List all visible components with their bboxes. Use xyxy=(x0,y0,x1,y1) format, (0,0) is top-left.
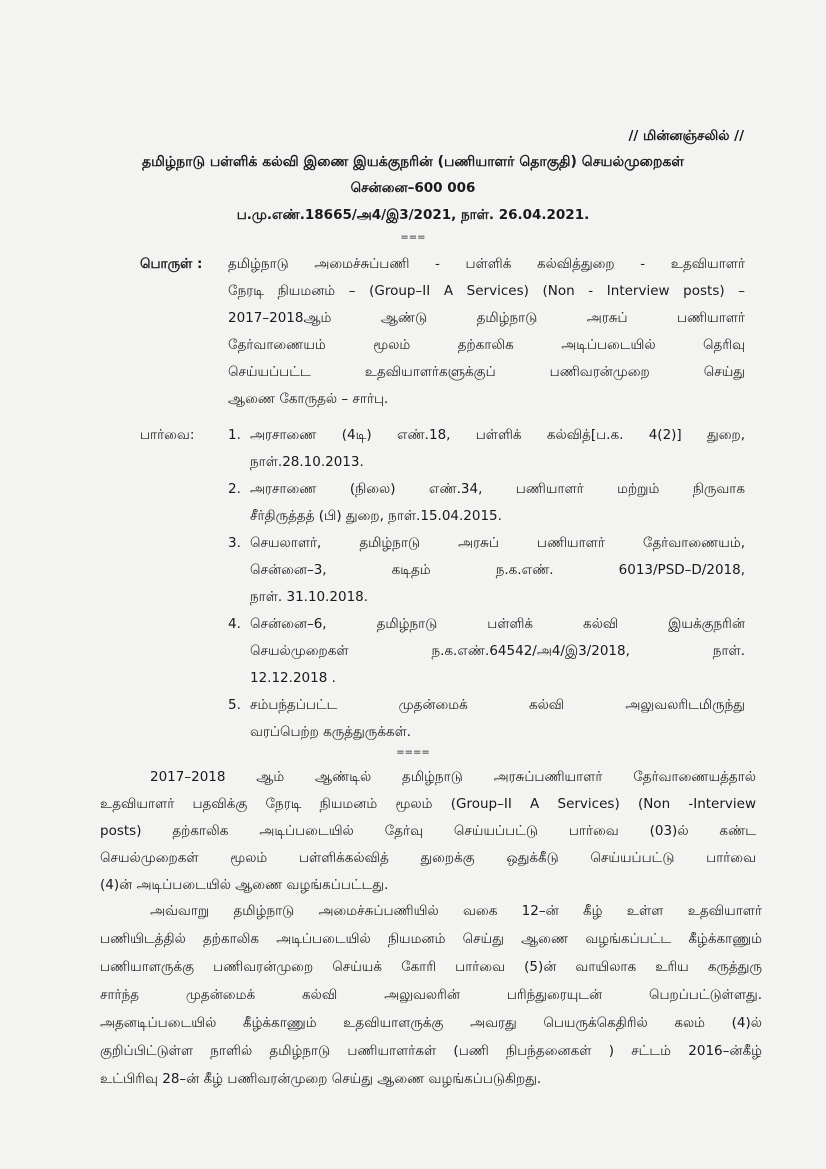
document-title: தமிழ்நாடு பள்ளிக் கல்வி இணை இயக்குநரின் (பணியாளர் தொகுதி) செயல்முறைகள் xyxy=(142,154,684,170)
text-line: குறிப்பிட்டுள்ள நாளில் தமிழ்நாடு பணியாளர்கள் (பணி நிபந்தனைகள் ) சட்டம் 2016–ன்கீழ் xyxy=(100,1043,762,1059)
subject-label: பொருள் : xyxy=(140,256,203,272)
text-line: 2017–2018ஆம் ஆண்டு தமிழ்நாடு அரசுப் பணியாளர் xyxy=(228,310,745,326)
document-city: சென்னை–600 006 xyxy=(350,180,476,196)
text-line: பணியாளருக்கு பணிவரன்முறை செய்யக் கோரி பார்வை (5)ன் வாயிலாக உரிய கருத்துரு xyxy=(100,959,762,975)
text-line: செய்யப்பட்ட உதவியாளர்களுக்குப் பணிவரன்முறை செய்து xyxy=(228,364,745,380)
reference-number-5: 5. xyxy=(228,697,241,713)
text-line: தேர்வாணையம் மூலம் தற்காலிக அடிப்படையில் தெரிவு xyxy=(228,337,745,353)
text-line: 2017–2018 ஆம் ஆண்டில் தமிழ்நாடு அரசுப்பணியாளர் தேர்வாணையத்தால் xyxy=(150,769,756,785)
text-line: நாள்.28.10.2013. xyxy=(250,454,364,470)
text-line: சீர்திருத்தத் (பி) துறை, நாள்.15.04.2015. xyxy=(250,508,502,524)
text-line: posts) தற்காலிக அடிப்படையில் தேர்வு செய்யப்பட்டு பார்வை (03)ல் கண்ட xyxy=(100,823,756,839)
text-line: செயலாளர், தமிழ்நாடு அரசுப் பணியாளர் தேர்வாணையம், xyxy=(250,535,745,551)
reference-number-4: 4. xyxy=(228,616,241,632)
text-line: பணியிடத்தில் தற்காலிக அடிப்படையில் நியமனம் செய்து ஆணை வழங்கப்பட்ட கீழ்க்காணும் xyxy=(100,931,762,947)
references-label: பார்வை: xyxy=(140,427,195,443)
reference-number-2: 2. xyxy=(228,481,241,497)
text-line: சம்பந்தப்பட்ட முதன்மைக் கல்வி அலுவலரிடமிருந்து xyxy=(250,697,745,713)
text-line: சென்னை–6, தமிழ்நாடு பள்ளிக் கல்வி இயக்குநரின் xyxy=(250,616,745,632)
text-line: வரப்பெற்ற கருத்துருக்கள். xyxy=(250,724,412,740)
text-line: சார்ந்த முதன்மைக் கல்வி அலுவலரின் பரிந்துரையுடன் பெறப்பட்டுள்ளது. xyxy=(100,987,762,1003)
text-line: 12.12.2018 . xyxy=(250,670,336,686)
text-line: உதவியாளர் பதவிக்கு நேரடி நியமனம் மூலம் (Group–II A Services) (Non -Interview xyxy=(100,796,756,812)
text-line: ஆணை கோருதல் – சார்பு. xyxy=(228,391,389,407)
separator: === xyxy=(400,232,426,243)
separator: ==== xyxy=(396,747,430,758)
text-line: அவ்வாறு தமிழ்நாடு அமைச்சுப்பணியில் வகை 12–ன் கீழ் உள்ள உதவியாளர் xyxy=(150,903,762,919)
text-line: அதனடிப்படையில் கீழ்க்காணும் உதவியாளருக்கு அவரது பெயருக்கெதிரில் கலம் (4)ல் xyxy=(100,1015,762,1031)
reference-number-3: 3. xyxy=(228,535,241,551)
text-line: தமிழ்நாடு அமைச்சுப்பணி - பள்ளிக் கல்வித்துறை - உதவியாளர் xyxy=(228,256,745,272)
text-line: உட்பிரிவு 28–ன் கீழ் பணிவரன்முறை செய்து ஆணை வழங்கப்படுகிறது. xyxy=(100,1071,542,1087)
text-line: நாள். 31.10.2018. xyxy=(250,589,369,605)
text-line: நேரடி நியமனம் – (Group–II A Services) (Non - Interview posts) – xyxy=(228,283,745,299)
text-line: செயல்முறைகள் மூலம் பள்ளிக்கல்வித் துறைக்கு ஒதுக்கீடு செய்யப்பட்டு பார்வை xyxy=(100,850,756,866)
reference-number-1: 1. xyxy=(228,427,241,443)
reference-number: ப.மு.எண்.18665/அ4/இ3/2021, நாள். 26.04.2021. xyxy=(236,207,590,223)
text-line: அரசாணை (நிலை) எண்.34, பணியாளர் மற்றும் நிருவாக xyxy=(250,481,745,497)
text-line: (4)ன் அடிப்படையில் ஆணை வழங்கப்பட்டது. xyxy=(100,877,389,893)
text-line: அரசாணை (4டி) எண்.18, பள்ளிக் கல்வித்[ப.க. 4(2)] துறை, xyxy=(250,427,745,443)
text-line: சென்னை–3, கடிதம் ந.க.எண். 6013/PSD–D/2018, xyxy=(250,562,745,578)
transmission-mode: // மின்னஞ்சலில் // xyxy=(628,128,744,144)
text-line: செயல்முறைகள் ந.க.எண்.64542/அ4/இ3/2018, நாள். xyxy=(250,643,745,659)
